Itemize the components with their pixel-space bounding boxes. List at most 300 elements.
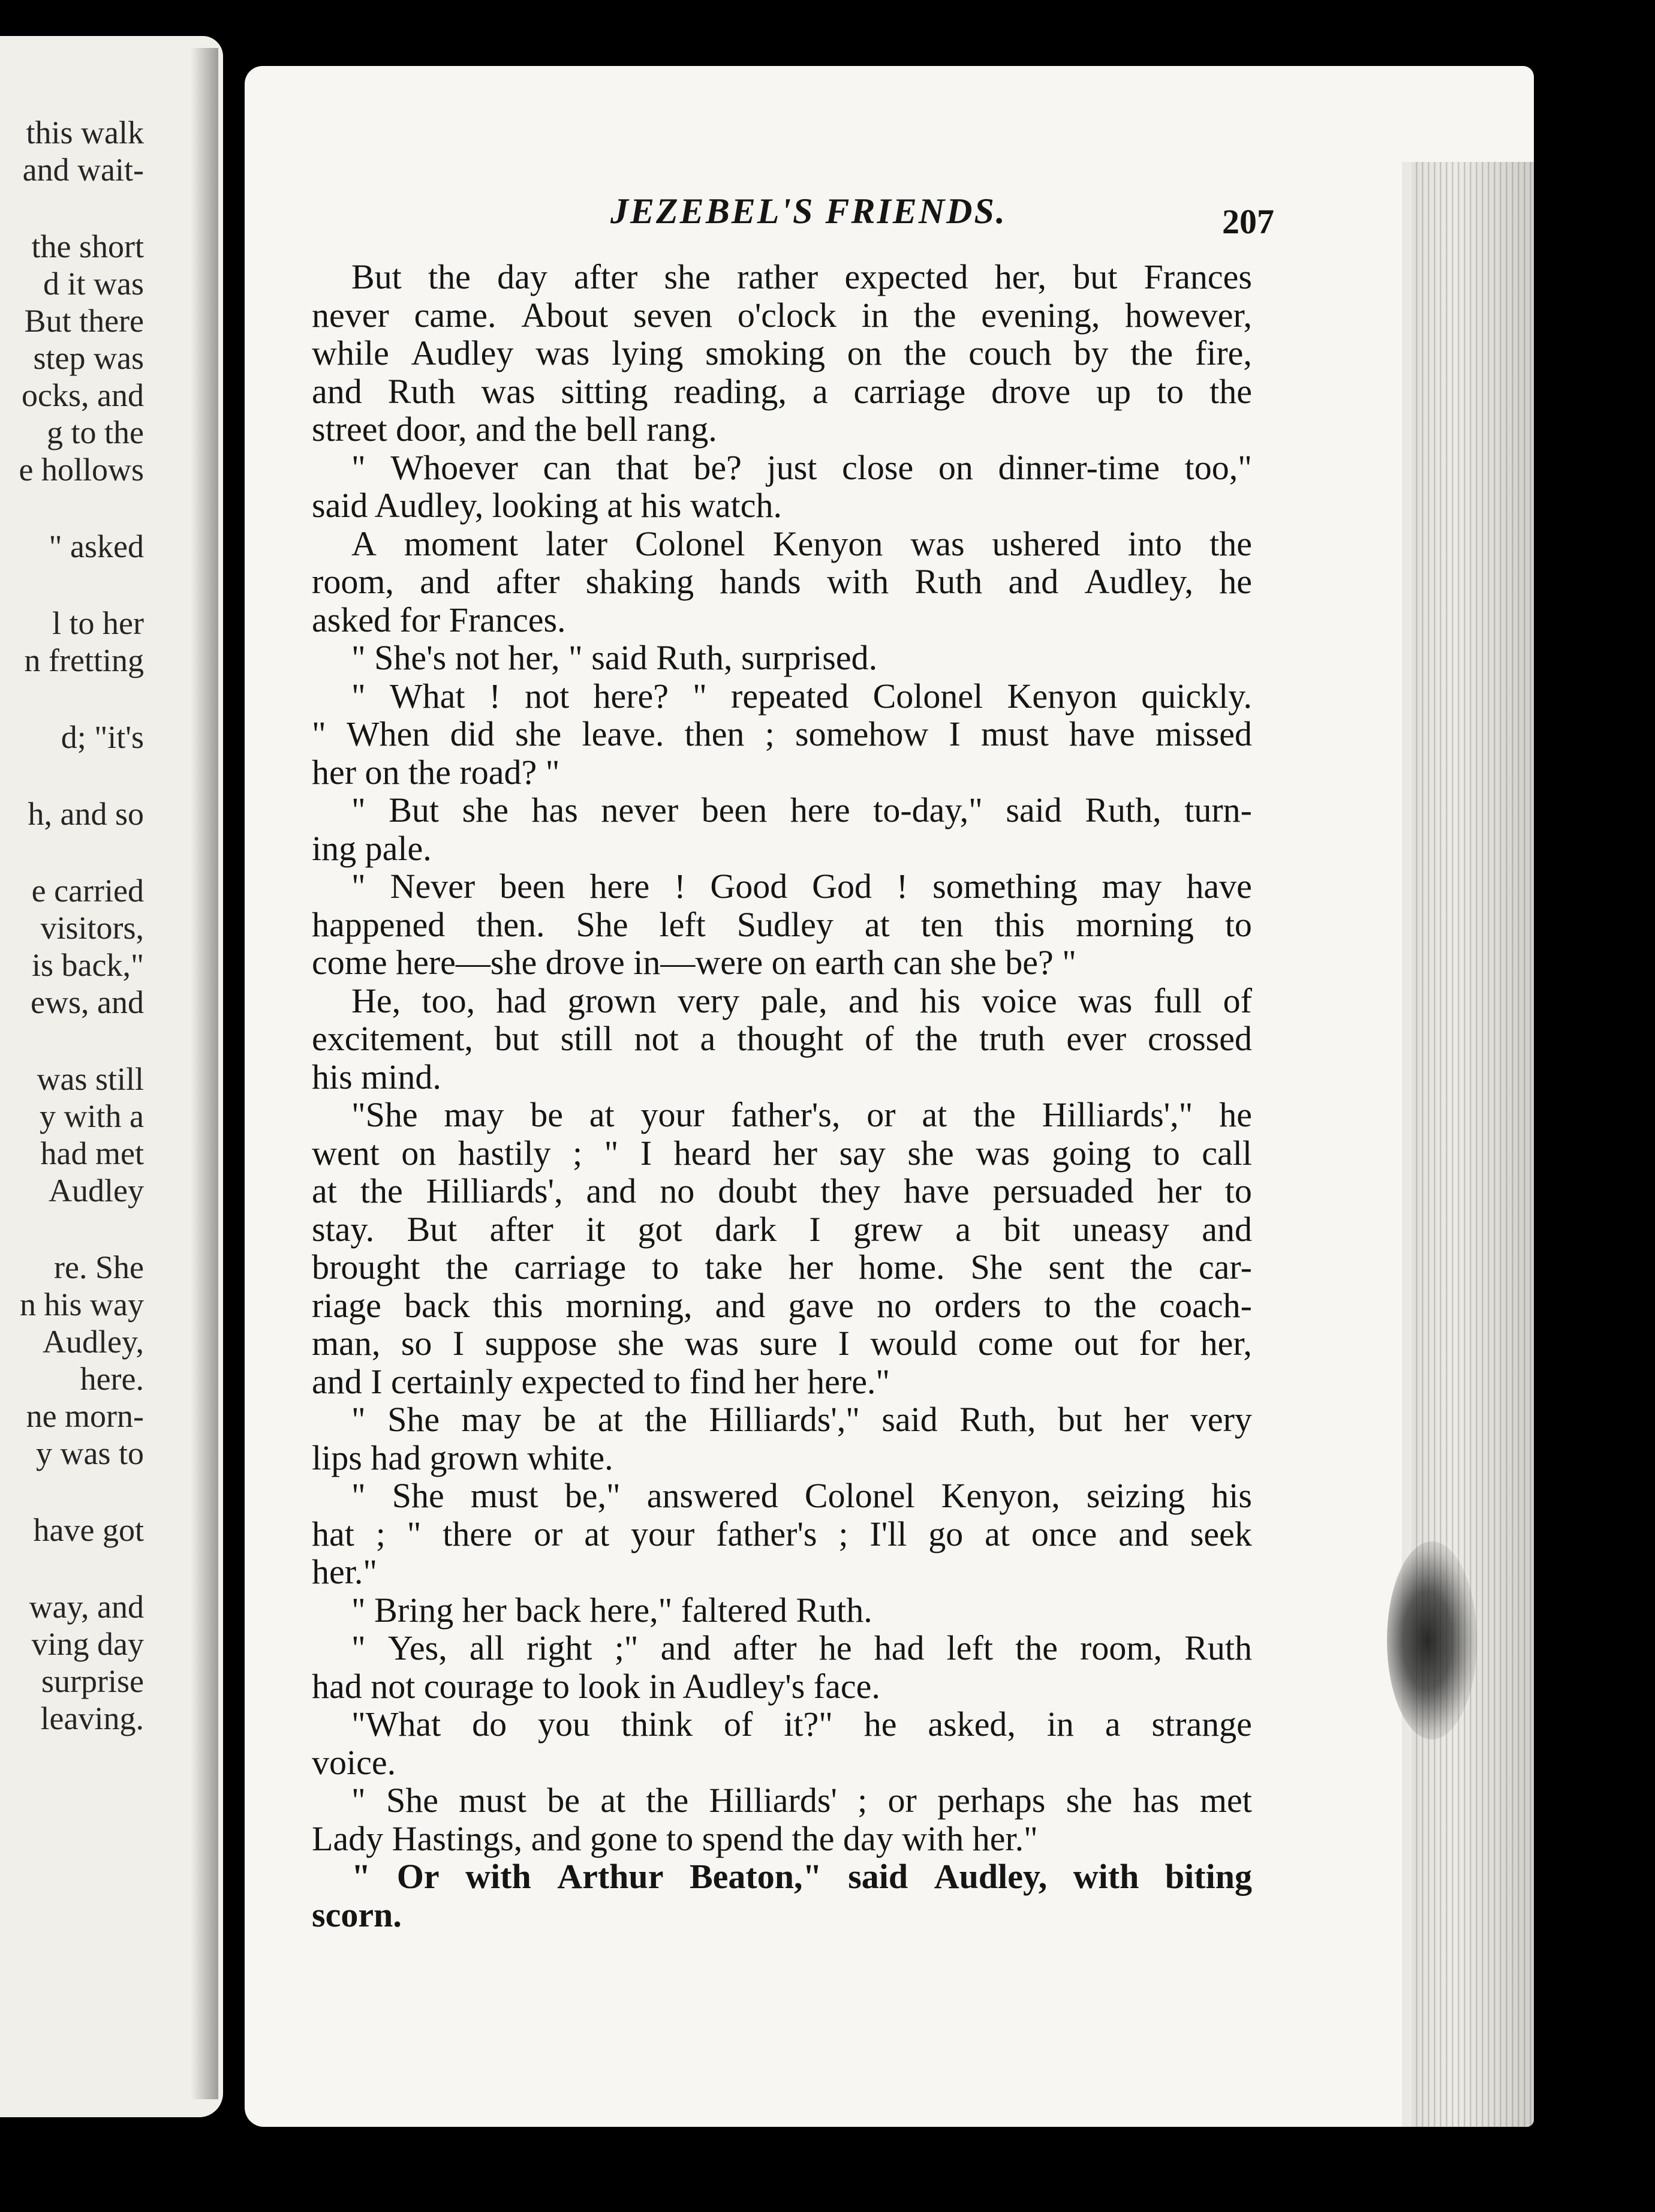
word: ": [351, 447, 366, 487]
left-page-line: way, and: [29, 1589, 144, 1625]
word: Audley,: [934, 1857, 1048, 1896]
left-page-line: y with a: [40, 1098, 144, 1134]
word: must: [470, 1476, 538, 1515]
text-line: [312, 525, 1252, 563]
word: couch: [968, 333, 1052, 372]
word: Audley: [411, 333, 514, 372]
word: quickly.: [1141, 676, 1252, 716]
word: the: [428, 257, 471, 296]
word: ": [604, 1133, 619, 1173]
word: Colonel: [872, 676, 983, 716]
word: right: [526, 1628, 592, 1667]
left-page-line: e carried: [31, 873, 144, 909]
word: !: [674, 867, 686, 906]
word: Beaton,": [689, 1857, 822, 1896]
word: can: [543, 447, 592, 487]
word: rather: [737, 257, 819, 296]
left-page-line: is back,": [32, 947, 144, 983]
text-line: [312, 1172, 1252, 1210]
word: then.: [476, 904, 545, 944]
word: father's: [716, 1514, 817, 1553]
left-page-line: d it was: [43, 266, 144, 302]
word: the: [1130, 333, 1173, 372]
word: with: [1073, 1857, 1139, 1896]
word: there: [443, 1514, 513, 1553]
text-line: [312, 791, 1252, 830]
gutter-shadow: [191, 48, 218, 2099]
word: and: [420, 562, 470, 601]
word: grew: [853, 1209, 923, 1249]
word: ;: [838, 1514, 848, 1553]
word: Audley,: [1084, 562, 1193, 601]
word: never: [312, 295, 389, 335]
word: had: [874, 1628, 925, 1667]
word: ;: [765, 714, 775, 753]
word: close: [842, 447, 914, 487]
text-line: [312, 1781, 1252, 1820]
word: too,": [1184, 447, 1252, 487]
word: say: [839, 1133, 886, 1173]
word: Kenyon: [772, 524, 883, 563]
word: Or: [396, 1857, 440, 1896]
left-page-line: d; "it's: [61, 719, 144, 755]
text-line: [312, 1591, 1252, 1630]
word: ;: [375, 1514, 386, 1553]
word: drove: [991, 371, 1071, 411]
word: sent: [1048, 1248, 1105, 1287]
text-line-content: street door, and the bell rang.: [312, 410, 717, 449]
word: man,: [312, 1324, 381, 1363]
word: strange: [1151, 1705, 1252, 1744]
word: here: [790, 791, 850, 830]
word: ten: [920, 904, 964, 944]
word: crossed: [1148, 1019, 1252, 1058]
text-line-content: Lady Hastings, and gone to spend the day with her.": [312, 1819, 1038, 1858]
text-line-content: ing pale.: [312, 828, 432, 868]
word: shaking: [585, 562, 694, 601]
word: at: [922, 1095, 947, 1134]
word: may: [1102, 867, 1162, 906]
word: was: [976, 1133, 1030, 1173]
word: too,: [422, 981, 476, 1020]
word: Hilliards': [709, 1781, 837, 1820]
word: God: [812, 867, 872, 906]
word: and: [848, 981, 899, 1020]
word: and: [715, 1285, 766, 1325]
word: go: [928, 1514, 964, 1553]
word: ": [312, 714, 326, 753]
left-page-line: ews, and: [31, 984, 144, 1020]
word: she: [664, 257, 711, 296]
word: I'll: [869, 1514, 907, 1553]
word: home.: [859, 1248, 945, 1287]
text-line: [312, 943, 1252, 982]
text-line-content: lips had grown white.: [312, 1438, 613, 1477]
left-page-line: have got: [33, 1512, 144, 1548]
word: Sudley: [736, 904, 833, 944]
text-line: [312, 563, 1252, 601]
text-line: [312, 1858, 1252, 1896]
word: Hilliards',": [1042, 1095, 1193, 1134]
word: he: [1219, 562, 1252, 601]
word: after: [574, 257, 638, 296]
word: evening,: [981, 295, 1100, 335]
word: Ruth,: [959, 1400, 1036, 1439]
word: at: [597, 1400, 623, 1439]
text-line: [312, 1629, 1252, 1667]
word: dark: [715, 1209, 777, 1249]
left-page-line: here.: [80, 1361, 144, 1397]
word: She: [970, 1248, 1023, 1287]
word: at: [589, 1095, 615, 1134]
word: sitting: [561, 371, 648, 411]
text-line-content: scorn.: [312, 1895, 402, 1934]
word: He,: [351, 981, 401, 1020]
word: said: [848, 1857, 908, 1896]
word: to-day,": [873, 791, 983, 830]
word: on: [847, 333, 882, 372]
word: Ruth: [914, 562, 983, 601]
word: asked,: [928, 1705, 1016, 1744]
text-line-content: asked for Frances.: [312, 600, 566, 639]
word: her,: [1200, 1324, 1252, 1363]
word: very: [678, 981, 740, 1020]
word: ": [351, 791, 366, 830]
word: he: [1219, 1095, 1252, 1134]
word: morning: [1076, 904, 1194, 944]
word: just: [766, 447, 817, 487]
word: his: [920, 981, 961, 1020]
word: thought: [737, 1019, 844, 1058]
word: think: [621, 1705, 693, 1744]
word: Yes,: [387, 1628, 447, 1667]
word: not: [634, 1019, 679, 1058]
word: repeated: [731, 676, 849, 716]
word: ": [351, 676, 366, 716]
text-line: [312, 410, 1252, 449]
word: and: [1202, 1209, 1252, 1249]
word: at: [584, 1514, 610, 1553]
word: must: [981, 714, 1049, 753]
word: I: [640, 1133, 652, 1173]
book-page-right: [245, 66, 1534, 2127]
text-line: [312, 1744, 1252, 1782]
word: ": [351, 1476, 366, 1515]
word: or: [534, 1514, 563, 1553]
left-page-line: step was: [33, 340, 144, 376]
word: have: [1186, 867, 1252, 906]
left-page-line: y was to: [36, 1435, 144, 1471]
word: no: [877, 1285, 912, 1325]
word: I: [809, 1209, 821, 1249]
text-line: [312, 1287, 1252, 1325]
text-line: [312, 296, 1252, 335]
word: got: [637, 1209, 682, 1249]
word: leave.: [582, 714, 664, 753]
word: you: [538, 1705, 591, 1744]
word: bit: [1003, 1209, 1040, 1249]
left-page-line: e hollows: [19, 452, 144, 488]
word: car-: [1198, 1248, 1252, 1287]
word: of: [1223, 981, 1252, 1020]
word: once: [1031, 1514, 1097, 1553]
word: or: [887, 1781, 917, 1820]
text-line: [312, 1705, 1252, 1744]
text-line: [312, 1058, 1252, 1096]
word: this: [994, 904, 1045, 944]
word: all: [469, 1628, 504, 1667]
word: do: [472, 1705, 507, 1744]
word: ;: [857, 1781, 868, 1820]
word: your: [640, 1095, 705, 1134]
word: carriage: [514, 1248, 627, 1287]
word: the: [1209, 524, 1252, 563]
word: has: [1133, 1781, 1179, 1820]
word: "She: [351, 1095, 418, 1134]
word: left: [659, 904, 706, 944]
word: She: [576, 904, 628, 944]
left-page-line: " asked: [49, 528, 144, 564]
running-head: JEZEBEL'S FRIENDS.: [610, 191, 1007, 231]
text-line: [312, 1020, 1252, 1058]
word: room,: [1080, 1628, 1163, 1667]
word: on: [401, 1133, 437, 1173]
text-line-content: " She's not her, " said Ruth, surprised.: [351, 638, 878, 677]
word: to: [1224, 904, 1252, 944]
word: on: [938, 447, 973, 487]
left-page-line: ne morn-: [26, 1398, 144, 1434]
word: Arthur: [557, 1857, 664, 1896]
word: What: [389, 676, 465, 716]
word: Frances: [1144, 257, 1252, 296]
word: somehow: [795, 714, 929, 753]
text-line-content: her.": [312, 1552, 378, 1591]
left-page-line: ocks, and: [22, 377, 144, 413]
word: she: [514, 714, 562, 753]
text-line-content: come here—she drove in—were on earth can she be? ": [312, 943, 1076, 982]
text-line: [312, 1400, 1252, 1439]
word: I: [949, 714, 961, 753]
text-line: [312, 753, 1252, 792]
text-line: [312, 1363, 1252, 1401]
word: then: [684, 714, 745, 753]
word: happened: [312, 904, 446, 944]
word: excitement,: [312, 1019, 473, 1058]
word: But: [407, 1209, 458, 1249]
text-line: [312, 334, 1252, 372]
word: gave: [788, 1285, 854, 1325]
word: she: [1066, 1781, 1113, 1820]
text-line: [312, 1667, 1252, 1706]
word: by: [1073, 333, 1109, 372]
text-line: [312, 1096, 1252, 1134]
word: to: [1224, 1171, 1252, 1210]
word: met: [1199, 1781, 1252, 1820]
text-line: [312, 1134, 1252, 1173]
word: grown: [567, 981, 657, 1020]
word: the: [446, 1248, 489, 1287]
word: the: [913, 295, 956, 335]
word: to: [652, 1248, 679, 1287]
word: but: [1073, 257, 1118, 296]
word: her: [1124, 1400, 1169, 1439]
word: was: [910, 524, 965, 563]
word: no: [660, 1171, 695, 1210]
word: her: [772, 1133, 818, 1173]
word: a: [1105, 1705, 1121, 1744]
word: brought: [312, 1248, 420, 1287]
word: pale,: [760, 981, 828, 1020]
word: the: [1130, 1248, 1173, 1287]
word: day: [497, 257, 547, 296]
word: Colonel: [635, 524, 745, 563]
word: Hilliards',": [709, 1400, 860, 1439]
word: persuaded: [992, 1171, 1134, 1210]
word: at: [600, 1781, 626, 1820]
word: I: [452, 1324, 465, 1363]
word: !: [896, 867, 908, 906]
word: "What: [351, 1705, 441, 1744]
word: at: [312, 1171, 337, 1210]
text-line: [312, 1210, 1252, 1249]
word: out: [1073, 1324, 1119, 1363]
word: and: [586, 1171, 637, 1210]
word: and: [660, 1628, 711, 1667]
word: she: [618, 1324, 664, 1363]
text-line: [312, 1248, 1252, 1287]
text-line-content: and I certainly expected to find her here.": [312, 1362, 890, 1401]
word: the: [904, 333, 947, 372]
left-page-line: leaving.: [40, 1700, 144, 1736]
word: She: [386, 1781, 438, 1820]
text-line: [312, 372, 1252, 411]
word: Kenyon,: [941, 1476, 1060, 1515]
word: a: [812, 371, 828, 411]
text-line-content: had not courage to look in Audley's face.: [312, 1666, 880, 1706]
text-line: [312, 1477, 1252, 1515]
body-text: [312, 258, 1252, 1934]
word: and: [312, 371, 362, 411]
word: But: [351, 257, 402, 296]
left-page-line: Audley: [49, 1173, 144, 1209]
word: ": [351, 1400, 366, 1439]
word: ;": [614, 1628, 639, 1667]
word: dinner-time: [998, 447, 1160, 487]
left-page-line: But there: [24, 303, 144, 339]
word: she: [907, 1133, 954, 1173]
word: into: [1127, 524, 1182, 563]
word: to: [1153, 1133, 1180, 1173]
word: been: [701, 791, 768, 830]
word: the: [1209, 371, 1252, 411]
word: biting: [1164, 1857, 1252, 1896]
text-line: [312, 1439, 1252, 1477]
text-line: [312, 715, 1252, 753]
word: full: [1153, 981, 1202, 1020]
text-line-content: " Bring her back here," faltered Ruth.: [351, 1590, 872, 1630]
word: ever: [1066, 1019, 1127, 1058]
left-page-line: had met: [40, 1135, 144, 1171]
text-line: [312, 1553, 1252, 1591]
word: or: [866, 1095, 896, 1134]
word: ": [351, 1857, 371, 1896]
word: fire,: [1194, 333, 1252, 372]
word: it?": [784, 1705, 833, 1744]
word: was: [684, 1324, 739, 1363]
word: your: [631, 1514, 695, 1553]
word: they: [820, 1171, 881, 1210]
word: with: [827, 562, 889, 601]
text-line: [312, 1515, 1252, 1553]
word: been: [499, 867, 565, 906]
word: have: [1069, 714, 1135, 753]
word: went: [312, 1133, 380, 1173]
word: the: [360, 1171, 403, 1210]
text-line: [312, 867, 1252, 906]
word: here: [589, 867, 650, 906]
word: o'clock: [737, 295, 836, 335]
word: a: [700, 1019, 716, 1058]
word: must: [459, 1781, 526, 1820]
word: But: [389, 791, 440, 830]
word: call: [1202, 1133, 1252, 1173]
word: A: [351, 524, 377, 563]
word: uneasy: [1072, 1209, 1169, 1249]
word: be?: [693, 447, 742, 487]
word: he: [863, 1705, 897, 1744]
word: would: [870, 1324, 958, 1363]
left-page-line: surprise: [41, 1663, 144, 1699]
word: her: [1157, 1171, 1202, 1210]
left-page-line: the short: [31, 229, 144, 265]
word: did: [450, 714, 495, 753]
word: hastily: [458, 1133, 551, 1173]
word: was: [1078, 981, 1133, 1020]
word: later: [545, 524, 608, 563]
text-line: [312, 486, 1252, 525]
word: for: [1139, 1324, 1180, 1363]
word: be: [543, 1400, 576, 1439]
word: left: [946, 1628, 993, 1667]
word: coach-: [1159, 1285, 1252, 1325]
left-page-line: Audley,: [43, 1324, 144, 1360]
word: was: [481, 371, 535, 411]
word: truth: [979, 1019, 1045, 1058]
word: come: [977, 1324, 1054, 1363]
text-line-content: said Audley, looking at his watch.: [312, 486, 782, 525]
left-page-line: and wait-: [22, 152, 144, 188]
word: to: [1157, 371, 1184, 411]
left-page-line: ving day: [31, 1626, 144, 1662]
word: About: [521, 295, 609, 335]
text-line: [312, 982, 1252, 1020]
word: has: [531, 791, 578, 830]
text-line: [312, 1820, 1252, 1858]
word: father's,: [730, 1095, 841, 1134]
word: be: [547, 1781, 580, 1820]
word: after: [733, 1628, 797, 1667]
word: perhaps: [937, 1781, 1046, 1820]
word: ushered: [992, 524, 1100, 563]
word: while: [312, 333, 389, 372]
word: here?: [593, 676, 669, 716]
word: When: [346, 714, 430, 753]
word: Kenyon: [1007, 676, 1118, 716]
word: the: [1094, 1285, 1137, 1325]
word: never: [601, 791, 679, 830]
word: of: [724, 1705, 753, 1744]
text-line-content: voice.: [312, 1742, 396, 1782]
